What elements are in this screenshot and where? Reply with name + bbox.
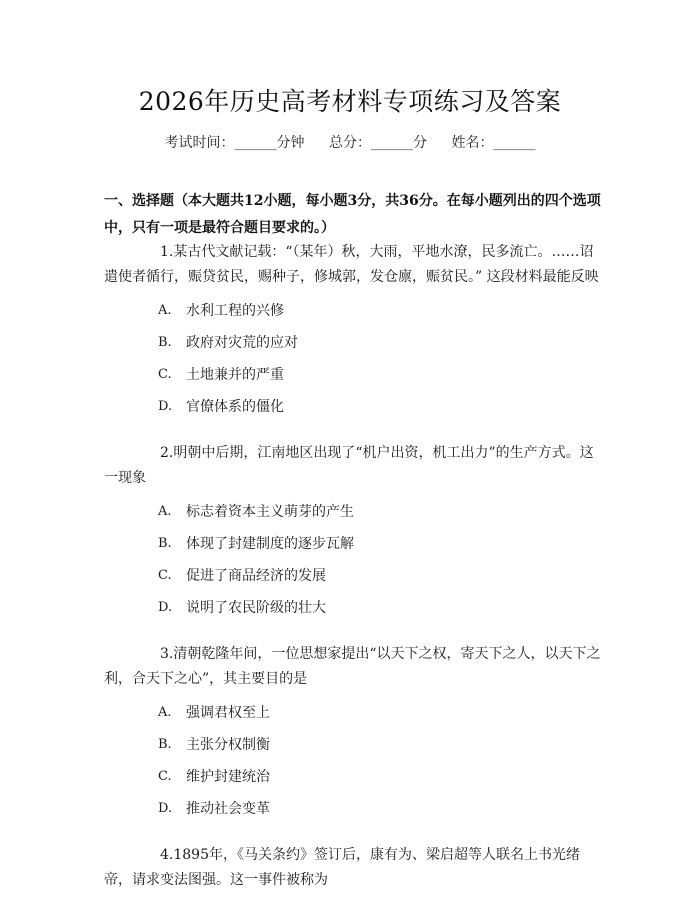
question-stem [104,642,604,692]
question-4 [104,843,604,893]
option-list [104,502,604,630]
document-title: 2026年历史高考材料专项练习及答案 [138,87,562,116]
question-stem [104,240,604,290]
option-b [104,333,604,365]
option-letter: A. [158,504,172,519]
option-text: 标志着资本主义萌芽的产生 [186,504,354,520]
option-a [104,703,604,735]
question-3 [104,642,604,831]
question-number: 2. [160,445,174,461]
option-letter: C. [158,769,172,784]
question-number: 1. [160,244,174,260]
option-letter: C. [158,568,172,583]
option-c [104,365,604,397]
option-text: 水利工程的兴修 [186,303,284,319]
question-stem [104,441,604,491]
option-b [104,534,604,566]
exam-time-field: 考试时间：______分钟 [164,135,305,151]
total-score-field: 总分：______分 [329,135,427,151]
option-d [104,598,604,630]
question-text: 某古代文献记载：“（某年）秋，大雨，平地水潦，民多流亡。……诏遣使者循行，赈贷贫民，赐种子，修城郭，发仓廪，赈贫民。” 这段材料最能反映 [104,244,599,285]
question-text: 1895年，《马关条约》签订后，康有为、梁启超等人联名上书光绪帝，请求变法图强。这一事件被称为 [104,847,580,888]
option-text: 政府对灾荒的应对 [186,335,298,351]
option-text: 维护封建统治 [186,769,270,785]
option-text: 官僚体系的僵化 [186,399,284,415]
option-a [104,502,604,534]
option-d [104,799,604,831]
section-heading: 一、选择题（本大题共12小题，每小题3分，共36分。在每小题列出的四个选项中，只有一项是最符合题目要求的。） [104,193,601,236]
option-letter: A. [158,303,172,318]
option-text: 促进了商品经济的发展 [186,568,326,584]
option-letter: B. [158,737,172,752]
option-text: 体现了封建制度的逐步瓦解 [186,536,354,552]
option-letter: D. [158,399,173,414]
question-text: 清朝乾隆年间，一位思想家提出“以天下之权，寄天下之人，以天下之利，合天下之心”，其主要目的是 [104,646,601,687]
question-text: 明朝中后期，江南地区出现了“机户出资，机工出力”的生产方式。这一现象 [104,445,594,486]
question-stem [104,843,604,893]
option-text: 说明了农民阶级的壮大 [186,600,326,616]
student-name-field: 姓名：______ [451,135,536,151]
option-letter: B. [158,536,172,551]
question-number: 3. [160,646,174,662]
option-list [104,301,604,429]
option-b [104,735,604,767]
option-letter: C. [158,367,172,382]
option-list [104,703,604,831]
question-2 [104,441,604,630]
option-letter: D. [158,801,173,816]
option-d [104,397,604,429]
option-c [104,767,604,799]
option-letter: A. [158,705,172,720]
question-number: 4. [160,847,174,863]
option-text: 主张分权制衡 [186,737,270,753]
option-letter: B. [158,335,172,350]
question-list [104,240,604,893]
option-c [104,566,604,598]
option-letter: D. [158,600,173,615]
option-text: 土地兼并的严重 [186,367,284,383]
option-text: 推动社会变革 [186,801,270,817]
option-text: 强调君权至上 [186,705,270,721]
exam-info-line [0,132,700,152]
question-1 [104,240,604,429]
option-a [104,301,604,333]
